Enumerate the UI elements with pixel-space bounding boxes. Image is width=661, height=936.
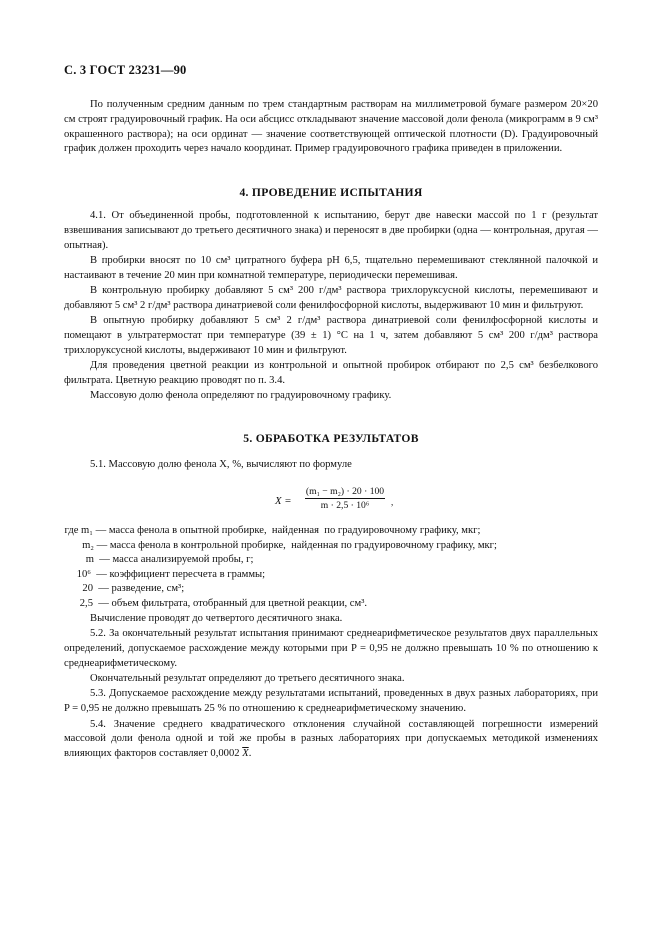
formula-numerator: (m₁ − m₂) · 20 · 100 bbox=[305, 486, 385, 497]
section-5-intro bbox=[64, 458, 598, 473]
legend-description: — масса фенола в опытной пробирке, найденная по градуировочному графику, мкг; bbox=[93, 525, 481, 536]
legend-row bbox=[64, 524, 598, 539]
section-5-title: 5. ОБРАБОТКА РЕЗУЛЬТАТОВ bbox=[243, 432, 419, 445]
calc-precision: Вычисление проводят до четвертого десятичного знака. bbox=[90, 613, 343, 624]
section-5-paragraph-2: 5.2. За окончательный результат испытания принимают среднеарифметическое результатов двух параллельных определений, допускаемое расхождение между которыми при P = 0,95 не должно превышать 10 % по отношению к среднеарифметическому. bbox=[64, 628, 598, 669]
legend-symbol: 20 bbox=[82, 583, 93, 595]
formula-lhs: X = bbox=[275, 495, 292, 507]
section-5-body bbox=[64, 612, 598, 762]
legend-symbol: 10⁶ bbox=[76, 568, 91, 580]
legend-symbol: где m₁ bbox=[64, 525, 93, 536]
legend-row bbox=[64, 582, 598, 597]
section-5-paragraph-3: 5.3. Допускаемое расхождение между результатами испытаний, проведенных в двух разных лабораториях, при P = 0,95 не должно превышать 25 % по отношению к среднеарифметическому значению. bbox=[64, 688, 598, 715]
legend-row bbox=[64, 597, 598, 612]
p54-text: 5.4. Значение среднего квадратического отклонения случайной составляющей погрешности измерений массовой доли фенола одной и той же пробы в разных лабораториях при допускаемых методикой изменениях влияющих факторов составляет 0,0002 bbox=[64, 718, 598, 760]
section-5-paragraph-4 bbox=[64, 718, 598, 762]
formula-comma: , bbox=[391, 497, 394, 507]
legend-description: — коэффициент пересчета в граммы; bbox=[91, 568, 266, 580]
section-4-paragraph-4: В опытную пробирку добавляют 5 см³ 2 г/дм³ раствора динатриевой соли фенилфосфорной кислоты и помещают в ультратермостат при температуре (39 ± 1) °С на 1 ч, затем добавляют 5 см³ 200 г/дм³ раствора трихлоруксусной кислоты, выдерживают 10 мин и фильтруют. bbox=[64, 315, 598, 356]
page-header: С. 3 ГОСТ 23231—90 bbox=[64, 63, 187, 77]
mean-x-symbol: $\overline{X}$ bbox=[242, 748, 249, 760]
legend-symbol: 2,5 bbox=[79, 597, 93, 609]
section-4-paragraph-2: В пробирки вносят по 10 см³ цитратного буфера pH 6,5, тщательно перемешивают стеклянной палочкой и настаивают в течение 20 мин при комнатной температуре, периодически перемешивая. bbox=[64, 254, 598, 281]
section-5-paragraph-2b: Окончательный результат определяют до третьего десятичного знака. bbox=[90, 673, 405, 685]
formula-fraction bbox=[305, 486, 385, 511]
section-4-paragraph-5: Для проведения цветной реакции из контрольной и опытной пробирок отбирают по 2,5 см³ безбелкового фильтрата. Цветную реакцию проводят по п. 3.4. bbox=[64, 359, 598, 386]
intro-block bbox=[64, 98, 598, 157]
legend-description: — масса анализируемой пробы, г; bbox=[94, 554, 254, 566]
legend-symbol: m₂ bbox=[82, 539, 94, 551]
section-5-paragraph-1: 5.1. Массовую долю фенола X, %, вычисляют по формуле bbox=[90, 459, 352, 470]
section-4-paragraph-1: 4.1. От объединенной пробы, подготовленной к испытанию, берут две навески массой по 1 г (результат взвешивания записывают до третьего десятичного знака) и переносят в две пробирки (одна — контрольная, другая — опытная). bbox=[64, 210, 598, 251]
legend-row bbox=[64, 539, 598, 554]
section-4-paragraph-3: В контрольную пробирку добавляют 5 см³ 200 г/дм³ раствора трихлоруксусной кислоты, перемешивают и добавляют 5 см³ 2 г/дм³ раствора динатриевой соли фенилфосфорной кислоты, выдерживают 10 мин и фильтруют. bbox=[64, 284, 598, 311]
legend-description: — разведение, см³; bbox=[93, 583, 185, 595]
fraction-bar bbox=[305, 498, 385, 499]
legend-row bbox=[64, 553, 598, 568]
intro-paragraph: По полученным средним данным по трем стандартным растворам на миллиметровой бумаге размером 20×20 см строят градуировочный график. На оси абсцисс откладывают значение массовой доли фенола (микрограмм в 9 см³ окрашенного раствора); на оси ординат — значение соответствующей оптической плотности (D). Градуировочный график должен проходить через начало координат. Пример градуировочного графика приведен в приложении. bbox=[64, 99, 598, 155]
section-4-paragraph-6: Массовую долю фенола определяют по градуировочному графику. bbox=[90, 390, 392, 402]
section-4-title: 4. ПРОВЕДЕНИЕ ИСПЫТАНИЯ bbox=[239, 186, 423, 199]
variable-legend bbox=[64, 524, 598, 612]
legend-row bbox=[64, 568, 598, 583]
legend-symbol: m bbox=[85, 554, 94, 566]
legend-description: — масса фенола в контрольной пробирке, найденная по градуировочному графику, мкг; bbox=[94, 539, 497, 551]
formula-denominator: m · 2,5 · 10⁶ bbox=[320, 500, 370, 511]
p54-end: . bbox=[248, 748, 252, 760]
section-4-body bbox=[64, 209, 598, 404]
legend-description: — объем фильтрата, отобранный для цветной реакции, см³. bbox=[93, 597, 368, 609]
